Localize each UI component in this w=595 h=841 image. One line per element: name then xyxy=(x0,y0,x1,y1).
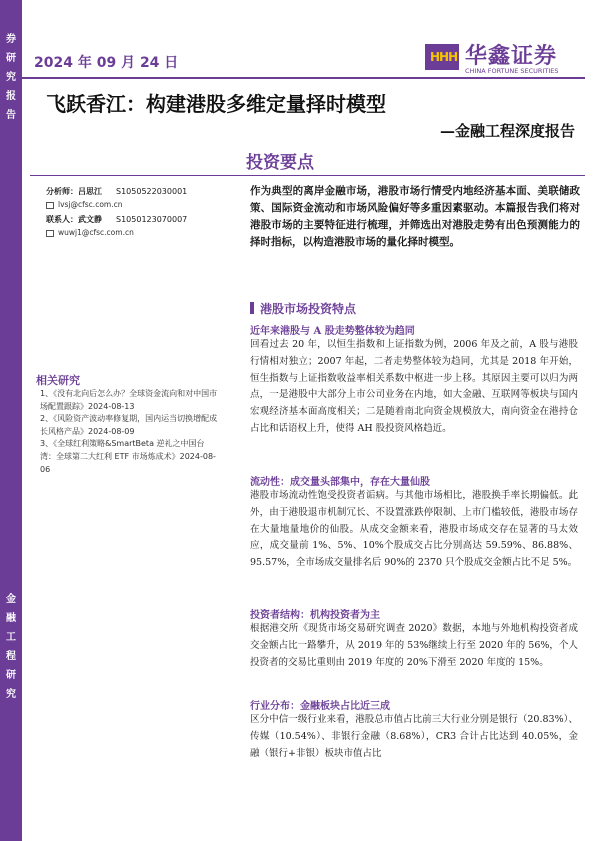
related-research-list xyxy=(40,388,218,476)
section-title: 投资要点 xyxy=(246,153,314,173)
related-research-title: 相关研究 xyxy=(36,374,80,387)
related-item[interactable]: 3、《全球红利策略&SmartBeta 逆礼之中国台湾：全球第二大红利 ETF 市场炼成术》2024-08-06 xyxy=(40,439,216,474)
contact-line: 联系人：武文静 S1050123070007 xyxy=(46,215,188,224)
summary-paragraph: 作为典型的离岸金融市场，港股市场行情受内地经济基本面、美联储政策、国际资金流动和市场风险偏好等多重因素驱动。本篇报告我们将对港股市场的主要特征进行梳理，并筛选出对港股走势有出色预测能力的择时指标，以构造港股市场的量化择时模型。 xyxy=(250,185,580,248)
subsection-text: 根据港交所《现货市场交易研究调查 2020》数据，本地与外地机构投资者成交金额占比一路攀升，从 2019 年的 53%继续上行至 2020 年的 56%，个人投资者的交易比重则由 2019 年度的 20%下滑至 2020 年度的 15%。 xyxy=(250,623,578,668)
analyst-line: 分析师：吕思江 S1050522030001 xyxy=(46,187,188,196)
header-divider xyxy=(22,77,585,79)
subsection-title: 投资者结构：机构投资者为主 xyxy=(250,610,380,621)
contact-email[interactable]: wuwj1@cfsc.com.cn xyxy=(46,228,134,237)
related-item[interactable]: 1、《没有北向后怎么办？全球资金流向和对中国市场配置跟踪》2024-08-13 xyxy=(40,389,218,411)
sidebar-top-label: 券 研 究 报 告 xyxy=(6,34,16,121)
sidebar-bottom-label: 金 融 工 程 研 究 xyxy=(6,594,16,700)
report-title: 飞跃香江：构建港股多维定量择时模型 xyxy=(46,92,386,116)
logo-mark: HHH xyxy=(430,50,458,64)
subsection-text: 区分中信一级行业来看，港股总市值占比前三大行业分别是银行（20.83%）、传媒（10.54%）、非银行金融（8.68%），CR3 合计占比达到 40.05%，金融（银行+非银）板块市值占比 xyxy=(250,714,578,759)
analyst-email[interactable]: lvsj@cfsc.com.cn xyxy=(46,200,122,209)
sidebar-band xyxy=(0,0,22,841)
company-name: 华鑫证券 xyxy=(465,44,558,69)
related-item[interactable]: 2、《风险资产波动率修复期，国内运当切换增配成长风格产品》2024-08-09 xyxy=(40,414,218,436)
report-date: 2024 年 09 月 24 日 xyxy=(34,55,179,71)
section-divider xyxy=(30,175,585,176)
subsection-title: 行业分布：金融板块占比近三成 xyxy=(250,701,390,712)
body-heading: 港股市场投资特点 xyxy=(250,300,356,317)
report-subtitle: —金融工程深度报告 xyxy=(439,122,575,140)
company-logo-icon xyxy=(425,44,459,70)
subsection-text: 港股市场流动性饱受投资者诟病。与其他市场相比，港股换手率长期偏低。此外，由于港股退市机制冗长、不设置涨跌停限制、上市门槛较低，港股市场存在大量地量地价的仙股。从成交金额来看，港股市场成交存在显著的马太效应，成交量前 1%、5%、10%个股成交占比分别高达 59.59%、86.88%、95.57%，全市场成交量排名后 90%的 2370 只个股成交金额占比不足 5%。 xyxy=(250,490,578,569)
company-name-en: CHINA FORTUNE SECURITIES xyxy=(465,67,559,75)
subsection-text: 回看过去 20 年，以恒生指数和上证指数为例，2006 年及之前，A 股与港股行情相对独立；2007 年起，二者走势整体较为趋同，尤其是 2018 年开始，恒生指数与上证指数收益率相关系数中枢进一步上移。其原因主要可以归为两点，一是港股中大部分上市公司业务在内地，如大金融、互联网等板块与国内宏观经济基本面高度相关；二是随着南北向资金规模放大，南向资金在港持仓占比和话语权上升，使得 AH 股投资风格趋近。 xyxy=(250,339,578,434)
subsection-title: 流动性：成交量头部集中，存在大量仙股 xyxy=(250,477,430,488)
subsection-title: 近年来港股与 A 股走势整体较为趋同 xyxy=(250,326,415,337)
